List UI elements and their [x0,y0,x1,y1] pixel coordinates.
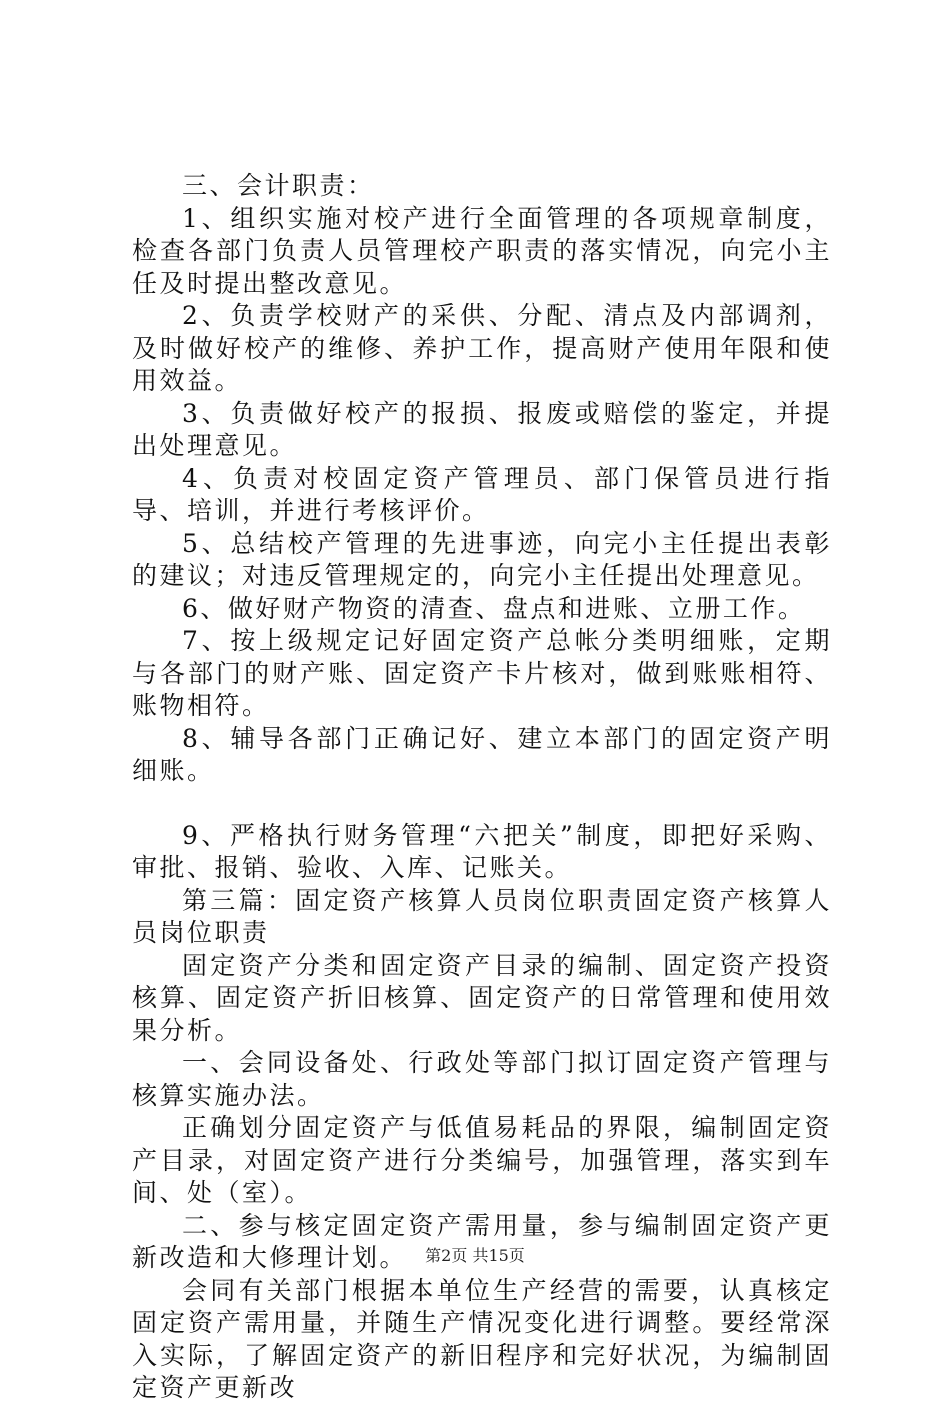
duty-item-5: 5、总结校产管理的先进事迹，向完小主任提出表彰的建议；对违反管理规定的，向完小主任提出处理意见。 [132,528,832,590]
paragraph-spacer [132,788,832,820]
section-heading-accounting-duties: 三、会计职责： [182,171,375,200]
document-body [132,170,832,1405]
body-paragraph: 会同有关部门根据本单位生产经营的需要，认真核定固定资产需用量，并随生产情况变化进行调整。要经常深入实际，了解固定资产的新旧程序和完好状况，为编制固定资产更新改 [132,1275,832,1402]
duty-item-8: 8、辅导各部门正确记好、建立本部门的固定资产明细账。 [132,723,832,785]
duty-item-1: 1、组织实施对校产进行全面管理的各项规章制度，检查各部门负责人员管理校产职责的落实情况，向完小主任及时提出整改意见。 [132,203,832,298]
section-heading-one: 一、会同设备处、行政处等部门拟订固定资产管理与核算实施办法。 [132,1048,832,1110]
body-paragraph: 固定资产分类和固定资产目录的编制、固定资产投资核算、固定资产折旧核算、固定资产的日常管理和使用效果分析。 [132,950,832,1045]
duty-item-4: 4、负责对校固定资产管理员、部门保管员进行指导、培训，并进行考核评价。 [132,463,832,525]
duty-item-9: 9、严格执行财务管理“六把关”制度，即把好采购、审批、报销、验收、入库、记账关。 [132,820,832,882]
duty-item-3: 3、负责做好校产的报损、报废或赔偿的鉴定，并提出处理意见。 [132,398,832,460]
chapter-heading-part-three: 第三篇：固定资产核算人员岗位职责固定资产核算人员岗位职责 [132,885,832,947]
duty-item-6: 6、做好财产物资的清查、盘点和进账、立册工作。 [182,593,806,623]
duty-item-2: 2、负责学校财产的采供、分配、清点及内部调剂，及时做好校产的维修、养护工作，提高财产使用年限和使用效益。 [132,301,832,395]
section-heading-two: 二、参与核定固定资产需用量，参与编制固定资产更新改造和大修理计划。 [132,1210,832,1272]
page-footer: 第2页 共15页 [425,1246,525,1265]
body-paragraph: 正确划分固定资产与低值易耗品的界限，编制固定资产目录，对固定资产进行分类编号，加强管理，落实到车间、处（室）。 [132,1113,832,1207]
duty-item-7: 7、按上级规定记好固定资产总帐分类明细账，定期与各部门的财产账、固定资产卡片核对，做到账账相符、账物相符。 [132,626,832,720]
